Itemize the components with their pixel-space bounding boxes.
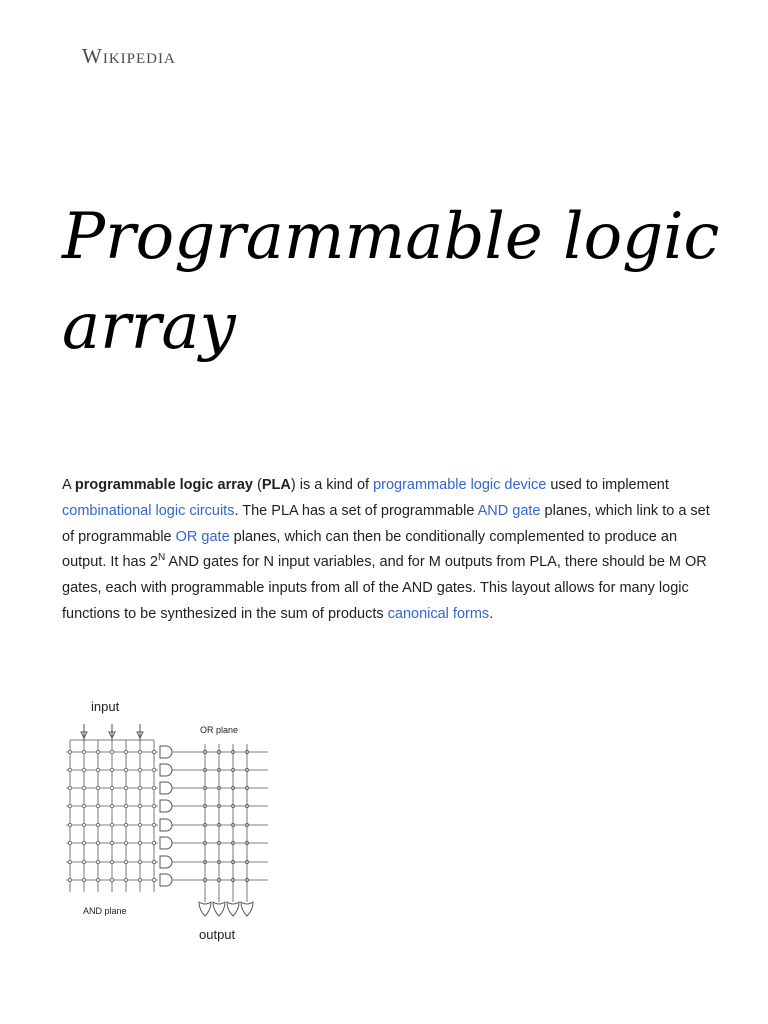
lead-text: ) is a kind of: [290, 477, 374, 493]
crosspoint: [124, 768, 127, 771]
crosspoint: [138, 860, 141, 863]
crosspoint: [124, 786, 127, 789]
and-gate-icon: [160, 837, 172, 849]
crosspoint: [110, 860, 113, 863]
input-label: input: [91, 699, 120, 714]
crosspoint: [124, 750, 127, 753]
and-gate-icon: [160, 819, 172, 831]
lead-term-bold: programmable logic array: [74, 477, 253, 493]
crosspoint: [68, 768, 71, 771]
crosspoint: [110, 823, 113, 826]
crosspoint: [138, 768, 141, 771]
and-gate-icon: [160, 874, 172, 886]
title-line-1: Programmable logic: [62, 200, 720, 274]
crosspoint: [124, 860, 127, 863]
lead-text: (: [253, 477, 262, 493]
crosspoint: [124, 878, 127, 881]
lead-text: A: [62, 477, 75, 493]
crosspoint: [96, 786, 99, 789]
and-gate-icon: [160, 746, 172, 758]
crosspoint: [152, 841, 155, 844]
lead-paragraph: [62, 473, 712, 628]
lead-text: planes, which can then be conditionally complemented to produce an output. It has 2: [62, 528, 678, 571]
crosspoint: [96, 768, 99, 771]
crosspoint: [138, 786, 141, 789]
crosspoint: [110, 804, 113, 807]
crosspoint: [110, 750, 113, 753]
crosspoint: [138, 823, 141, 826]
crosspoint: [152, 823, 155, 826]
wikipedia-wordmark[interactable]: Wikipedia: [82, 44, 176, 68]
crosspoint: [68, 823, 71, 826]
crosspoint: [152, 750, 155, 753]
superscript-n: N: [157, 552, 166, 564]
crosspoint: [124, 823, 127, 826]
and-gate-icon: [160, 800, 172, 812]
crosspoint: [82, 878, 85, 881]
link-or-gate[interactable]: OR gate: [175, 528, 230, 545]
lead-abbrev-bold: PLA: [261, 477, 291, 493]
crosspoint: [138, 841, 141, 844]
crosspoint: [152, 860, 155, 863]
lead-text: .: [489, 605, 494, 622]
crosspoint: [124, 804, 127, 807]
crosspoint: [68, 804, 71, 807]
and-gate-icon: [160, 782, 172, 794]
pla-diagram-figure[interactable]: [60, 696, 275, 946]
or-gate-icon: [227, 902, 239, 916]
link-canonical-forms[interactable]: canonical forms: [387, 605, 490, 622]
crosspoint: [96, 860, 99, 863]
crosspoint: [110, 768, 113, 771]
crosspoint: [68, 841, 71, 844]
crosspoint: [138, 750, 141, 753]
crosspoint: [110, 786, 113, 789]
crosspoint: [124, 841, 127, 844]
crosspoint: [138, 878, 141, 881]
crosspoint: [82, 823, 85, 826]
crosspoint: [68, 786, 71, 789]
lead-text: AND gates for N input variables, and for M outputs from PLA, there should be M OR gates, each with programmable inputs from all of the AND gates. This layout allows for many logic functions to be synthesized in the sum of products: [62, 554, 707, 622]
crosspoint: [68, 878, 71, 881]
crosspoint: [68, 860, 71, 863]
title-line-2: array: [62, 290, 236, 364]
crosspoint: [82, 841, 85, 844]
crosspoint: [138, 804, 141, 807]
lead-text: . The PLA has a set of programmable: [234, 502, 478, 519]
crosspoint: [152, 878, 155, 881]
crosspoint: [96, 878, 99, 881]
crosspoint: [82, 750, 85, 753]
page-title: [62, 192, 742, 372]
or-gate-icon: [241, 902, 253, 916]
crosspoint: [96, 750, 99, 753]
crosspoint: [152, 786, 155, 789]
link-and-gate[interactable]: AND gate: [477, 502, 541, 519]
crosspoint: [96, 841, 99, 844]
lead-text: used to implement: [546, 477, 669, 493]
and-plane-label: AND plane: [83, 906, 127, 916]
link-combinational-logic-circuits[interactable]: combinational logic circuits: [62, 502, 235, 519]
and-gate-icon: [160, 764, 172, 776]
crosspoint: [82, 804, 85, 807]
crosspoint: [96, 804, 99, 807]
and-gate-icon: [160, 856, 172, 868]
or-plane-label: OR plane: [200, 725, 239, 735]
link-programmable-logic-device[interactable]: programmable logic device: [373, 477, 547, 493]
crosspoint: [110, 878, 113, 881]
or-gate-icon: [213, 902, 225, 916]
or-gate-icon: [199, 902, 211, 916]
crosspoint: [82, 768, 85, 771]
crosspoint: [152, 804, 155, 807]
crosspoint: [110, 841, 113, 844]
crosspoint: [68, 750, 71, 753]
crosspoint: [96, 823, 99, 826]
lead-text: planes, which link to a set of programmable: [62, 502, 710, 545]
output-label: output: [199, 927, 236, 942]
crosspoint: [152, 768, 155, 771]
crosspoint: [82, 786, 85, 789]
crosspoint: [82, 860, 85, 863]
